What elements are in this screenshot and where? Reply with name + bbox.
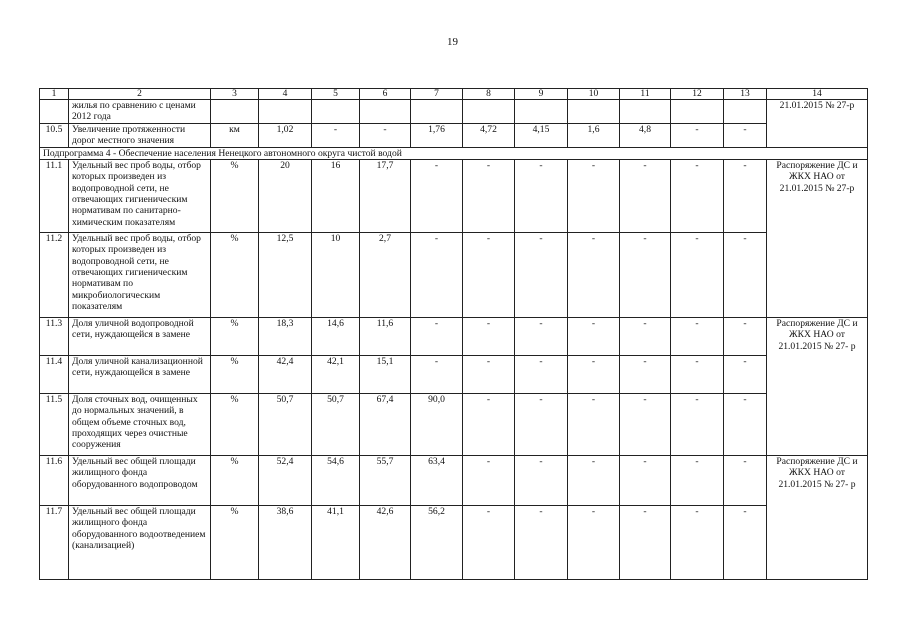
value-cell: 4,15 [515,123,568,147]
table-row [40,123,868,147]
value-cell: 4,8 [620,123,671,147]
unit-cell: % [211,455,259,505]
col-header: 2 [69,89,211,100]
value-cell: 67,4 [360,393,411,455]
col-header: 3 [211,89,259,100]
indicators-table [39,88,868,580]
table-row [40,455,868,505]
table-row [40,355,868,393]
table-row [40,393,868,455]
subprogram-title: Подпрограмма 4 - Обеспечение населения Ненецкого автономного округа чистой водой [40,147,868,159]
row-number: 10.5 [40,123,69,147]
value-cell: - [568,232,620,317]
value-cell: - [515,393,568,455]
value-cell: - [411,355,463,393]
value-cell: 54,6 [312,455,360,505]
col-header: 4 [259,89,312,100]
value-cell: - [671,393,724,455]
value-cell: - [724,159,767,232]
value-cell: - [568,317,620,355]
value-cell: - [671,455,724,505]
row-number: 11.4 [40,355,69,393]
value-cell: - [515,455,568,505]
value-cell: 4,72 [463,123,515,147]
subprogram-row [40,147,868,159]
value-cell: 2,7 [360,232,411,317]
value-cell: 1,02 [259,123,312,147]
value-cell: - [515,159,568,232]
unit-cell: % [211,393,259,455]
value-cell: - [568,393,620,455]
value-cell: - [620,393,671,455]
table-row [40,317,868,355]
value-cell: - [463,505,515,579]
value-cell: 1,76 [411,123,463,147]
indicator-description: Удельный вес общей площади жилищного фонда оборудованного водопроводом [69,455,211,505]
value-cell: 50,7 [259,393,312,455]
unit-cell: % [211,232,259,317]
value-cell: - [515,505,568,579]
column-number-header [40,89,868,100]
col-header: 8 [463,89,515,100]
col-header: 6 [360,89,411,100]
value-cell: 20 [259,159,312,232]
value-cell: 10 [312,232,360,317]
value-cell: - [463,355,515,393]
value-cell: - [463,232,515,317]
row-number: 11.7 [40,505,69,579]
col-header: 5 [312,89,360,100]
indicator-description: Доля сточных вод, очищенных до нормальных значений, в общем объеме сточных вод, проходящих через очистные сооружения [69,393,211,455]
value-cell: 42,4 [259,355,312,393]
value-cell: 11,6 [360,317,411,355]
table-row [40,505,868,579]
page-number: 19 [447,36,458,48]
value-cell: 63,4 [411,455,463,505]
row-number: 11.5 [40,393,69,455]
value-cell: 56,2 [411,505,463,579]
value-cell: - [620,355,671,393]
value-cell: 16 [312,159,360,232]
value-cell: 55,7 [360,455,411,505]
document-reference: Распоряжение ДС и ЖКХ НАО от 21.01.2015 № 27-р [767,159,868,317]
indicator-description: Доля уличной водопроводной сети, нуждающейся в замене [69,317,211,355]
value-cell: - [312,123,360,147]
col-header: 12 [671,89,724,100]
col-header: 11 [620,89,671,100]
unit-cell: % [211,317,259,355]
value-cell: 42,1 [312,355,360,393]
document-reference: Распоряжение ДС и ЖКХ НАО от 21.01.2015 № 27- р [767,455,868,579]
value-cell: 38,6 [259,505,312,579]
row-number: 11.1 [40,159,69,232]
value-cell: 41,1 [312,505,360,579]
unit-cell: % [211,355,259,393]
value-cell: - [724,355,767,393]
value-cell: - [463,159,515,232]
value-cell: - [411,159,463,232]
value-cell: - [411,317,463,355]
document-reference: Распоряжение ДС и ЖКХ НАО от 21.01.2015 № 27- р [767,317,868,455]
row-number: 11.6 [40,455,69,505]
value-cell: - [620,455,671,505]
value-cell: - [515,355,568,393]
value-cell: - [620,505,671,579]
value-cell: - [411,232,463,317]
value-cell: - [515,232,568,317]
unit-cell: % [211,505,259,579]
row-number: 11.2 [40,232,69,317]
value-cell: - [724,393,767,455]
col-header: 7 [411,89,463,100]
indicator-description: Доля уличной канализационной сети, нуждающейся в замене [69,355,211,393]
value-cell: - [724,123,767,147]
value-cell: - [724,455,767,505]
value-cell: - [671,159,724,232]
col-header: 9 [515,89,568,100]
value-cell: - [671,355,724,393]
value-cell: - [724,317,767,355]
value-cell: 50,7 [312,393,360,455]
table-row [40,159,868,232]
col-header: 1 [40,89,69,100]
value-cell: - [620,232,671,317]
table-row [40,100,868,124]
value-cell: 52,4 [259,455,312,505]
value-cell: 12,5 [259,232,312,317]
value-cell: - [671,317,724,355]
value-cell: - [568,355,620,393]
value-cell: - [671,505,724,579]
value-cell: 15,1 [360,355,411,393]
value-cell: - [671,123,724,147]
row-number: 11.3 [40,317,69,355]
value-cell: - [463,393,515,455]
value-cell: - [360,123,411,147]
indicator-description: жилья по сравнению с ценами 2012 года [69,100,211,124]
unit-cell: % [211,159,259,232]
value-cell: 42,6 [360,505,411,579]
value-cell: - [568,455,620,505]
indicator-description: Удельный вес общей площади жилищного фонда оборудованного водоотведением (канализацией) [69,505,211,579]
value-cell: 18,3 [259,317,312,355]
value-cell: - [568,159,620,232]
value-cell: - [463,317,515,355]
document-reference: 21.01.2015 № 27-р [767,100,868,148]
value-cell: 1,6 [568,123,620,147]
col-header: 13 [724,89,767,100]
value-cell: - [671,232,724,317]
value-cell: - [620,159,671,232]
value-cell: - [724,505,767,579]
value-cell: 14,6 [312,317,360,355]
indicator-description: Увеличение протяженности дорог местного значения [69,123,211,147]
value-cell: 17,7 [360,159,411,232]
unit-cell: км [211,123,259,147]
value-cell: - [724,232,767,317]
col-header: 10 [568,89,620,100]
value-cell: - [463,455,515,505]
value-cell: - [515,317,568,355]
value-cell: - [568,505,620,579]
indicator-description: Удельный вес проб воды, отбор которых произведен из водопроводной сети, не отвечающих гигиеническим нормативам по микробиологическим показателям [69,232,211,317]
value-cell: - [620,317,671,355]
col-header: 14 [767,89,868,100]
table-row [40,232,868,317]
indicator-description: Удельный вес проб воды, отбор которых произведен из водопроводной сети, не отвечающих гигиеническим нормативам по санитарно-химическим показателям [69,159,211,232]
value-cell: 90,0 [411,393,463,455]
